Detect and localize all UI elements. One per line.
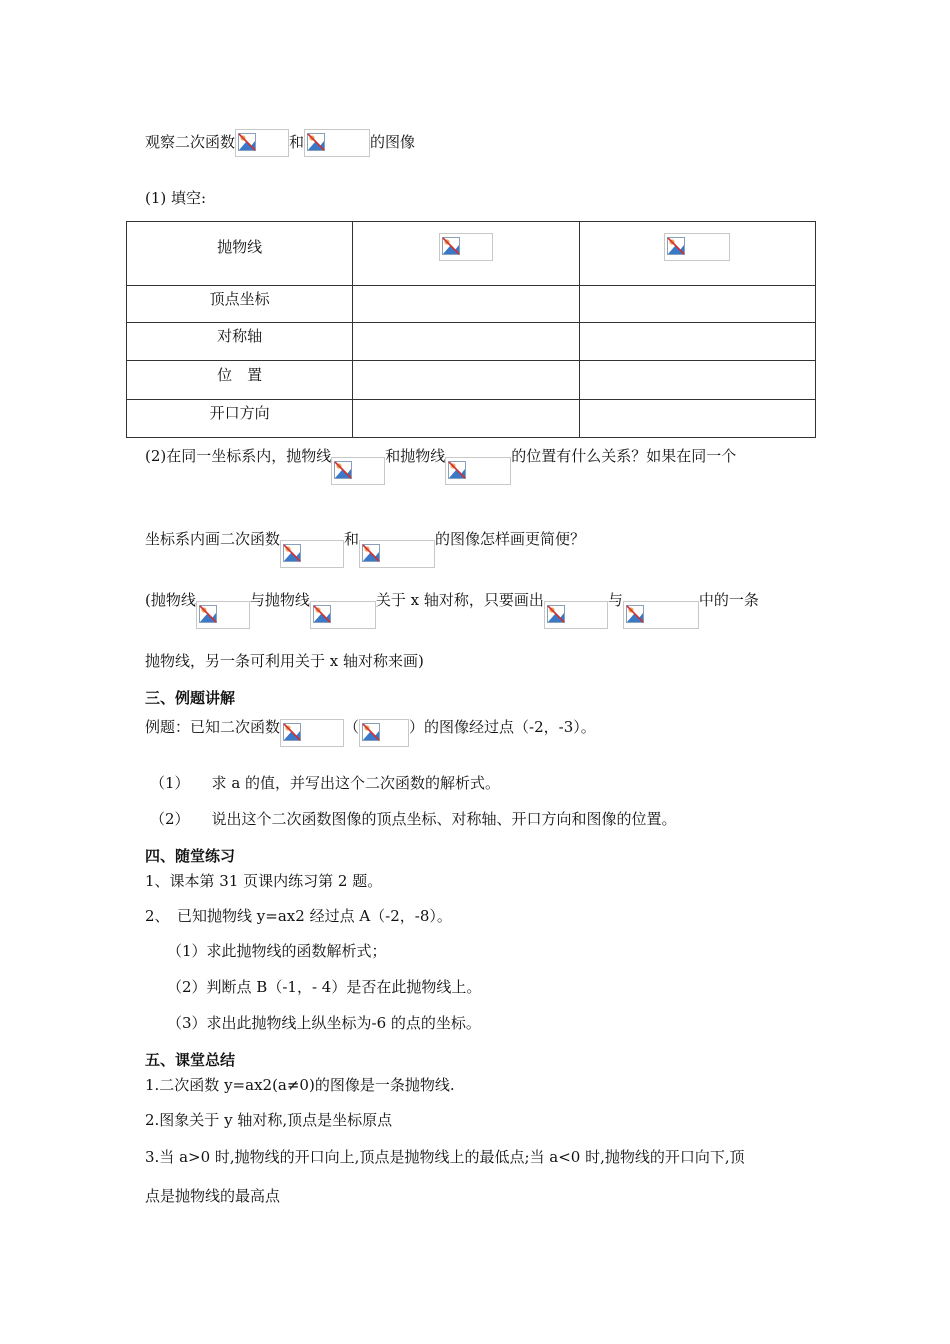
summary-item: 点是抛物线的最高点 [145,1187,281,1205]
practice-subitem: （3）求出此抛物线上纵坐标为-6 的点的坐标。 [167,1014,481,1032]
function-image [280,540,344,568]
q2-text: 抛物线，另一条可利用关于 x 轴对称来画) [145,652,424,670]
q2-text: 和抛物线 [385,447,446,465]
problem-text: 说出这个二次函数图像的顶点坐标、对称轴、开口方向和图像的位置。 [211,810,677,828]
function-image [235,129,289,157]
function-image [331,457,385,485]
function-image [304,129,370,157]
example-text: 例题：已知二次函数 [145,718,281,736]
function-image [544,601,608,629]
problem-number: （2） [150,810,190,828]
practice-item: 1、课本第 31 页课内练习第 2 题。 [145,872,383,890]
q2-text: 坐标系内画二次函数 [145,530,281,548]
function-image [439,233,493,261]
table-row-label: 顶点坐标 [127,286,353,323]
q2-text: 与 [607,591,623,609]
q2-text: 关于 x 轴对称，只要画出 [375,591,544,609]
table-row-label: 对称轴 [127,323,353,361]
problem-text: 求 a 的值，并写出这个二次函数的解析式。 [211,774,501,792]
function-image [623,601,699,629]
intro-text-before: 观察二次函数 [145,133,236,151]
function-image [359,719,409,747]
question-1-label: (1) 填空: [145,189,207,207]
table-header-parabola: 抛物线 [127,222,353,286]
q2-text: 的位置有什么关系？如果在同一个 [511,447,737,465]
practice-subitem: （1）求此抛物线的函数解析式； [167,942,387,960]
function-image [664,233,730,261]
function-image [280,719,344,747]
practice-subitem: （2）判断点 B（-1，- 4）是否在此抛物线上。 [167,978,482,996]
function-image [359,540,435,568]
intro-text-after: 的图像 [370,133,416,151]
q2-text: 和 [344,530,360,548]
parabola-table [126,221,816,438]
summary-item: 3.当 a>0 时,抛物线的开口向上,顶点是抛物线上的最低点;当 a<0 时,抛物线的开口向下,顶 [145,1148,745,1166]
function-image [445,457,511,485]
example-text: ）的图像经过点（-2，-3）。 [409,718,596,736]
practice-item: 2、 已知抛物线 y=ax2 经过点 A（-2，-8）。 [145,907,452,925]
table-row-label: 开口方向 [127,400,353,438]
q2-text: 与抛物线 [249,591,310,609]
summary-item: 2.图象关于 y 轴对称,顶点是坐标原点 [145,1111,393,1129]
section-5-heading: 五、课堂总结 [145,1051,236,1069]
section-4-heading: 四、随堂练习 [145,847,236,865]
q2-text: (2)在同一坐标系内，抛物线 [145,447,332,465]
section-3-heading: 三、例题讲解 [145,689,236,707]
q2-text: 中的一条 [698,591,759,609]
q2-text: 的图像怎样画更简便？ [435,530,586,548]
q2-text: (抛物线 [145,591,196,609]
intro-text-mid: 和 [289,133,305,151]
table-row-label: 位 置 [127,361,353,400]
problem-number: （1） [150,774,190,792]
summary-item: 1.二次函数 y=ax2(a≠0)的图像是一条抛物线. [145,1076,455,1094]
example-text: （ [344,718,360,736]
function-image [196,601,250,629]
function-image [310,601,376,629]
